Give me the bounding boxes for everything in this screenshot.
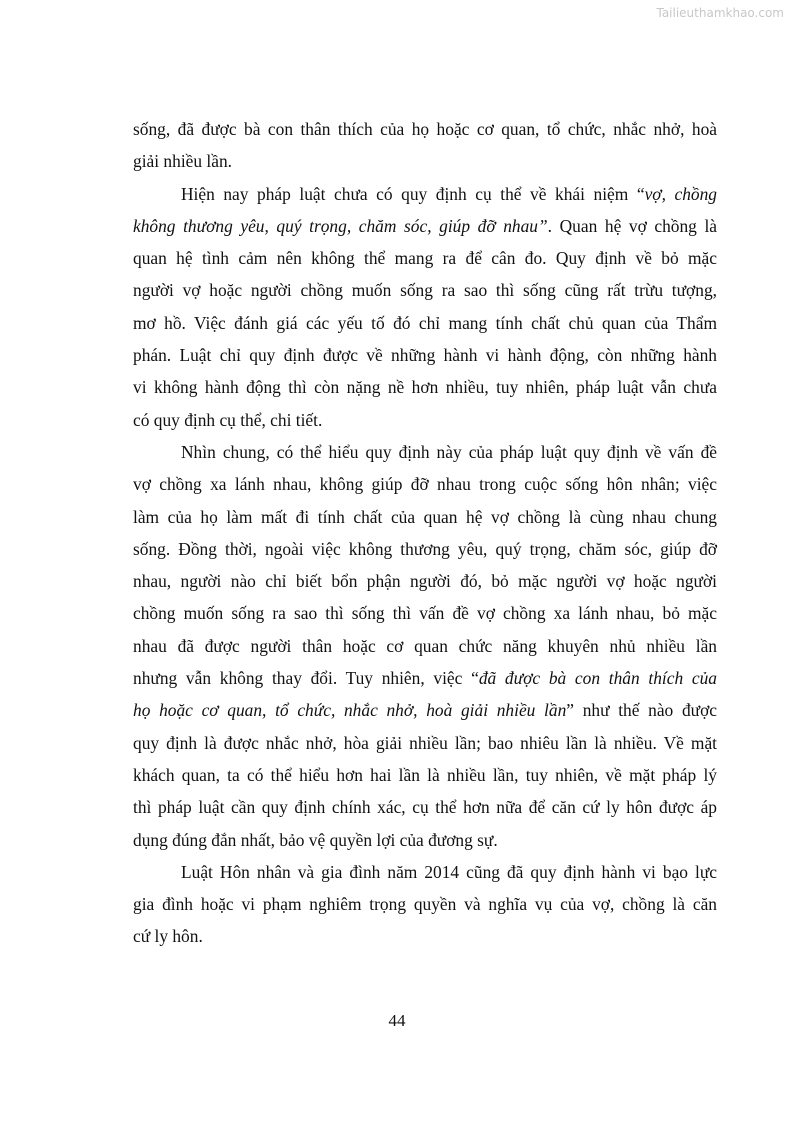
text-line-content — [133, 436, 717, 468]
text-line-content — [133, 888, 717, 920]
text-run: gia đình hoặc vi phạm nghiêm trọng quyền và nghĩa vụ của vợ, chồng là căn — [133, 894, 717, 915]
text-line — [133, 856, 717, 888]
text-line — [133, 274, 717, 306]
paragraph — [133, 856, 717, 953]
document-body — [133, 113, 717, 953]
paragraph — [133, 113, 717, 178]
text-run: mơ hồ. Việc đánh giá các yếu tố đó chỉ mang tính chất chủ quan của Thẩm — [133, 312, 717, 333]
text-line — [133, 597, 717, 629]
text-run: vi không hành động thì còn nặng nề hơn nhiều, tuy nhiên, pháp luật vẫn chưa — [133, 377, 717, 398]
text-line — [133, 210, 717, 242]
text-line — [133, 759, 717, 791]
text-run: Hiện nay pháp luật chưa có quy định cụ thể về khái niệm “ — [181, 183, 645, 204]
text-line-content — [133, 274, 717, 306]
text-run: nhau đã được người thân hoặc cơ quan chức năng khuyên nhủ nhiều lần — [133, 635, 717, 656]
text-line — [133, 662, 717, 694]
text-run: làm của họ làm mất đi tính chất của quan hệ vợ chồng là cùng nhau chung — [133, 506, 717, 527]
text-line-content — [133, 468, 717, 500]
text-line-content — [133, 630, 717, 662]
italic-quote: không thương yêu, quý trọng, chăm sóc, giúp đỡ nhau” — [133, 215, 548, 236]
text-line — [133, 630, 717, 662]
text-line-content — [133, 404, 717, 436]
text-run: khách quan, ta có thể hiểu hơn hai lần là nhiều lần, tuy nhiên, về mặt pháp lý — [133, 764, 717, 785]
text-line-content — [133, 145, 717, 177]
text-line — [133, 307, 717, 339]
text-line — [133, 371, 717, 403]
text-line — [133, 501, 717, 533]
text-run: nhau, người nào chỉ biết bổn phận người đó, bỏ mặc người vợ hoặc người — [133, 571, 717, 592]
text-run: dụng đúng đắn nhất, bảo vệ quyền lợi của đương sự. — [133, 829, 498, 850]
text-run: Luật Hôn nhân và gia đình năm 2014 cũng đã quy định hành vi bạo lực — [181, 861, 717, 882]
text-run: thì pháp luật cần quy định chính xác, cụ thể hơn nữa để căn cứ ly hôn được áp — [133, 797, 717, 818]
text-line-content — [133, 759, 717, 791]
paragraph — [133, 436, 717, 856]
text-run: phán. Luật chỉ quy định được về những hành vi hành động, còn những hành — [133, 345, 717, 366]
text-line-content — [133, 501, 717, 533]
text-line-content — [133, 113, 717, 145]
text-run: có quy định cụ thể, chi tiết. — [133, 409, 323, 430]
italic-quote: đã được bà con thân thích của — [478, 668, 717, 689]
text-line — [133, 824, 717, 856]
italic-quote: họ hoặc cơ quan, tổ chức, nhắc nhở, hoà giải nhiều lần — [133, 700, 567, 721]
text-run: quy định là được nhắc nhở, hòa giải nhiều lần; bao nhiêu lần là nhiều. Về mặt — [133, 732, 717, 753]
text-line-content — [133, 178, 717, 210]
text-line — [133, 888, 717, 920]
text-line — [133, 113, 717, 145]
text-line — [133, 533, 717, 565]
watermark: Tailieuthamkhao.com — [656, 6, 784, 20]
text-run: vợ chồng xa lánh nhau, không giúp đỡ nhau trong cuộc sống hôn nhân; việc — [133, 474, 717, 495]
text-line — [133, 242, 717, 274]
text-line — [133, 178, 717, 210]
text-line-content — [133, 307, 717, 339]
text-line-content — [133, 856, 717, 888]
text-line — [133, 694, 717, 726]
page-number: 44 — [388, 1011, 406, 1030]
text-run: người vợ hoặc người chồng muốn sống ra sao thì sống cũng rất trừu tượng, — [133, 280, 717, 301]
text-run: cứ ly hôn. — [133, 926, 203, 947]
text-line — [133, 565, 717, 597]
text-run: ” như thế nào được — [566, 700, 717, 721]
text-run: quan hệ tình cảm nên không thể mang ra để cân đo. Quy định về bỏ mặc — [133, 248, 717, 269]
paragraph — [133, 178, 717, 436]
text-line-content — [133, 694, 717, 726]
text-line — [133, 727, 717, 759]
text-line-content — [133, 339, 717, 371]
text-line-content — [133, 662, 717, 694]
text-line-content — [133, 727, 717, 759]
text-line-content — [133, 824, 717, 856]
text-line-content — [133, 565, 717, 597]
text-line-content — [133, 210, 717, 242]
text-line — [133, 468, 717, 500]
text-line — [133, 339, 717, 371]
text-run: nhưng vẫn không thay đổi. Tuy nhiên, việc “ — [133, 668, 479, 689]
text-run: . Quan hệ vợ chồng là — [547, 215, 717, 236]
italic-quote: vợ, chồng — [644, 183, 717, 204]
text-line-content — [133, 242, 717, 274]
text-line-content — [133, 371, 717, 403]
text-line-content — [133, 920, 717, 952]
text-line-content — [133, 791, 717, 823]
text-line-content — [133, 533, 717, 565]
text-run: giải nhiều lần. — [133, 151, 233, 172]
text-line — [133, 145, 717, 177]
text-line — [133, 920, 717, 952]
text-run: sống, đã được bà con thân thích của họ hoặc cơ quan, tổ chức, nhắc nhở, hoà — [133, 119, 717, 139]
text-line — [133, 404, 717, 436]
text-run: chồng muốn sống ra sao thì sống thì vấn đề vợ chồng xa lánh nhau, bỏ mặc — [133, 603, 717, 624]
text-run: Nhìn chung, có thể hiểu quy định này của pháp luật quy định về vấn đề — [181, 441, 717, 462]
text-run: sống. Đồng thời, ngoài việc không thương yêu, quý trọng, chăm sóc, giúp đỡ — [133, 538, 717, 559]
text-line — [133, 791, 717, 823]
text-line-content — [133, 597, 717, 629]
text-line — [133, 436, 717, 468]
